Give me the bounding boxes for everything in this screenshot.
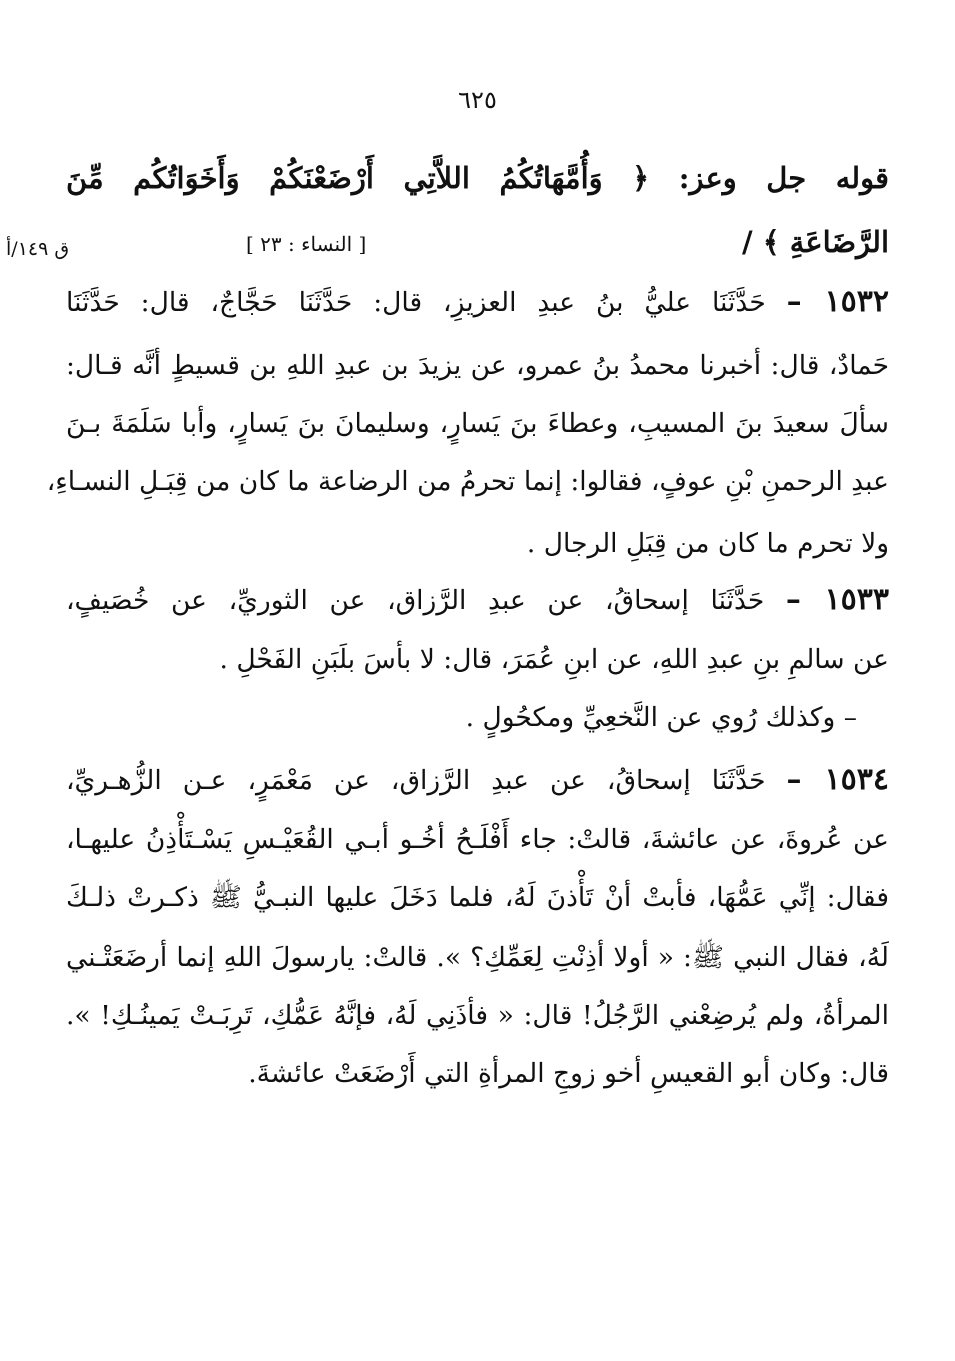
text-line bbox=[66, 580, 889, 621]
line-text: فقال: إنِّي عَمُّهَا، فأبتْ أنْ تَأْذنَ لَهُ، فلما دَخَلَ عليها النبـيُّ ﷺ ذكـرتْ ذلـكَ bbox=[66, 882, 889, 913]
line-text: – وكذلك رُوي عن النَّخعِيِّ ومكحُولٍ . bbox=[465, 702, 857, 733]
line-text: المرأةُ، ولم يُرضِعْني الرَّجُلُ! قال: « فأذَنِي لَهُ، فإنَّهُ عَمُّكِ، تَرِبَـتْ يَمينُـكِ! ». bbox=[66, 1000, 889, 1031]
text-line bbox=[66, 760, 889, 801]
text-line bbox=[66, 524, 889, 564]
text-line bbox=[66, 282, 889, 323]
line-text: حَدَّثَنَا إسحاقُ، عن عبدِ الرَّزاق، عن الثوريِّ، عن خُصَيفٍ، bbox=[66, 585, 786, 616]
line-text: حَمادٌ، قال: أخبرنا محمدُ بنُ عمرو، عن يزيدَ بن عبدِ اللهِ بن قسيطٍ أنَّه قـال: bbox=[66, 350, 889, 381]
quran-citation: [ النساء : ٢٣ ] bbox=[246, 232, 367, 256]
text-line bbox=[66, 820, 889, 860]
line-text: عبدِ الرحمنِ بْنِ عوفٍ، فقالوا: إنما تحرمُ من الرضاعة ما كان من قِبَـلِ النسـاءِ، bbox=[46, 466, 889, 497]
text-line bbox=[66, 404, 889, 444]
line-text: ولا تحرم ما كان من قِبَلِ الرجال . bbox=[526, 528, 889, 559]
text-line bbox=[66, 878, 889, 918]
text-line bbox=[46, 462, 889, 502]
hadith-number: ١٥٣٤ – bbox=[786, 762, 889, 797]
text-line bbox=[66, 346, 889, 386]
heading-line-2: الرَّضَاعَةِ ﴾ / bbox=[742, 225, 889, 259]
line-text: عن سالمِ بنِ عبدِ اللهِ، عن ابنِ عُمَرَ، قال: لا بأسَ بلَبَنِ الفَحْلِ . bbox=[219, 644, 889, 675]
line-text: لَهُ، فقال النبي ﷺ: « أولا أذِنْتِ لِعَمِّكِ؟ ». قالتْ: يارسولَ اللهِ إنما أرضَعَتْـني bbox=[66, 942, 889, 973]
line-text: حَدَّثَنَا إسحاقُ، عن عبدِ الرَّزاق، عن مَعْمَرٍ، عـن الزُّهـريِّ، bbox=[66, 765, 787, 796]
hadith-number: ١٥٣٢ – bbox=[786, 284, 889, 319]
line-text: حَدَّثَنَا عليُّ بنُ عبدِ العزيزِ، قال: حَدَّثَنَا حَجَّاجٌ، قال: حَدَّثَنَا bbox=[66, 287, 787, 318]
text-line bbox=[66, 1054, 889, 1094]
hadith-number: ١٥٣٣ – bbox=[785, 582, 889, 617]
text-line bbox=[34, 698, 857, 738]
line-text: عن عُروةَ، عن عائشةَ، قالتْ: جاء أَفْلَـحُ أخُـو أبـي القُعَيْـسِ يَسْـتَأْذِنُ عليهـا، bbox=[66, 824, 889, 855]
line-text: سألَ سعيدَ بنَ المسيبِ، وعطاءَ بنَ يَسارٍ، وسليمانَ بنَ يَسارٍ، وأبا سَلَمَةَ بـنَ bbox=[66, 408, 889, 439]
page-number: ٦٢٥ bbox=[458, 86, 497, 114]
text-line bbox=[66, 996, 889, 1036]
heading-line-1: قوله جل وعز: ﴿ وَأُمَّهَاتُكُمُ اللاَّتِي أَرْضَعْنَكُمْ وَأَخَوَاتُكُم مِّنَ bbox=[66, 161, 889, 195]
manuscript-folio-note: ق ١٤٩/أ bbox=[6, 238, 70, 260]
line-text: قال: وكان أبو القعيسِ أخو زوجِ المرأةِ التي أَرْضَعَتْ عائشةَ. bbox=[248, 1058, 889, 1089]
text-line bbox=[66, 640, 889, 680]
text-line bbox=[66, 938, 889, 978]
